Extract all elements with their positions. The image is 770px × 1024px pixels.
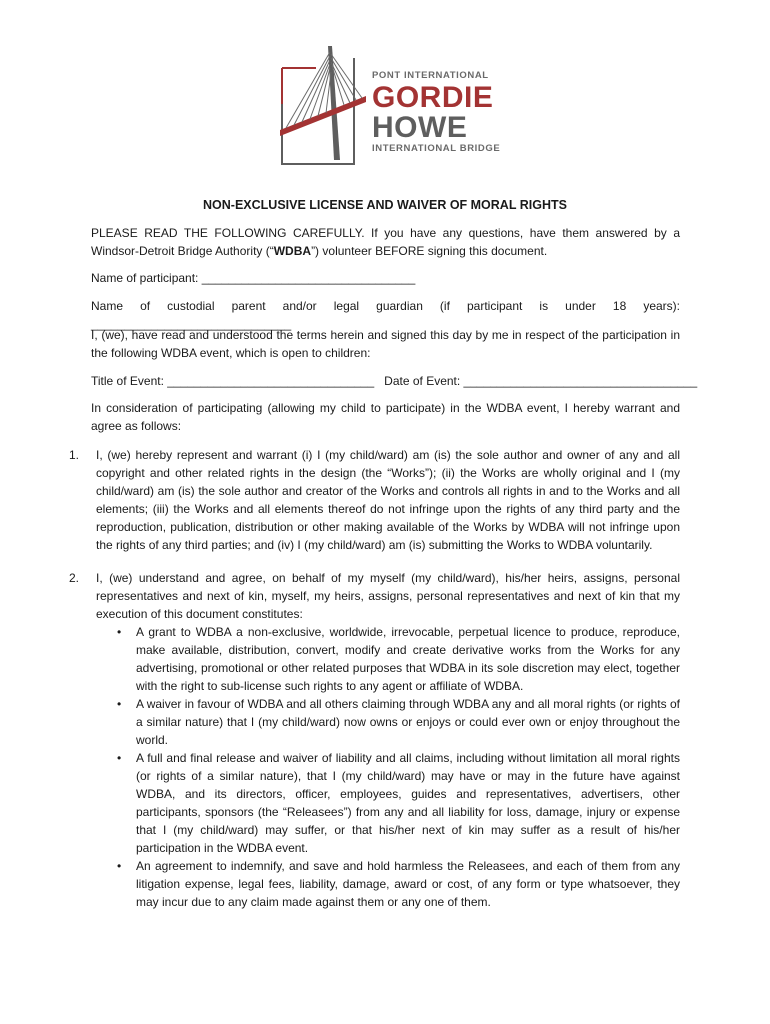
item-number: 2. xyxy=(69,571,80,585)
event-date-field[interactable]: Date of Event: ___________________________________ xyxy=(384,374,698,388)
document-title: NON-EXCLUSIVE LICENSE AND WAIVER OF MORAL RIGHTS xyxy=(203,198,567,212)
logo-line-howe: HOWE xyxy=(372,111,468,144)
bullet-text: An agreement to indemnify, and save and hold harmless the Releasees, and each of them from any litigation expense, legal fees, liability, damage, award or cost, of any form or type whatsoever, they may incur due to any claim made against them or any one of them. xyxy=(136,859,680,909)
intro-text-end: ”) volunteer BEFORE signing this document. xyxy=(311,244,548,258)
constitutes-bullet-list xyxy=(117,623,680,911)
participant-name-field[interactable]: Name of participant: ________________________________ xyxy=(91,271,416,285)
logo-line-bridge: INTERNATIONAL BRIDGE xyxy=(372,143,501,154)
intro-text-start: PLEASE READ THE FOLLOWING CAREFULLY. If you have any questions, have them answered by a Windsor-Detroit Bridge Authority (“ xyxy=(91,226,680,258)
bullet-icon: • xyxy=(117,625,122,639)
bullet-item xyxy=(117,623,680,695)
event-title-field[interactable]: Title of Event: _______________________________ xyxy=(91,374,375,388)
intro-bold-wdba: WDBA xyxy=(273,244,312,258)
bullet-item xyxy=(117,857,680,911)
bullet-item xyxy=(117,695,680,749)
logo-line-gordie: GORDIE xyxy=(372,81,494,114)
item-number: 1. xyxy=(69,448,80,462)
logo-line-pont: PONT INTERNATIONAL xyxy=(372,70,489,81)
bullet-item xyxy=(117,749,680,857)
item-text: I, (we) understand and agree, on behalf of my myself (my child/ward), his/her heirs, assigns, personal representatives and next of kin, myself, my heirs, assigns, personal representatives and next of kin that my execution of this document constitutes: xyxy=(96,571,680,621)
event-line xyxy=(91,372,698,390)
bridge-logo-icon xyxy=(276,44,372,174)
consideration-paragraph: In consideration of participating (allowing my child to participate) in the WDBA event, I hereby warrant and agree as follows: xyxy=(91,401,680,433)
intro-paragraph xyxy=(91,224,680,260)
bullet-text: A waiver in favour of WDBA and all others claiming through WDBA any and all moral rights (or rights of a similar nature) that I (my child/ward) now owns or enjoys or could ever own or enjoy throughout the world. xyxy=(136,697,680,747)
acknowledgement-paragraph: I, (we), have read and understood the terms herein and signed this day by me in respect of the participation in the following WDBA event, which is open to children: xyxy=(91,328,680,360)
bullet-icon: • xyxy=(117,751,122,765)
item-text: I, (we) hereby represent and warrant (i) I (my child/ward) am (is) the sole author and owner of any and all copyright and other related rights in the design (the “Works”); (ii) the Works are wholly original and I (my child/ward) am (is) the sole author and creator of the Works and controls all rights in and to the Works and all elements; (iii) the Works and all elements thereof do not infringe upon the rights of any third party and the reproduction, publication, distribution or other making available of the Works by WDBA will not infringe upon the rights of any third parties; and (iv) I (my child/ward) am (is) submitting the Works to WDBA voluntarily. xyxy=(96,448,680,552)
bullet-icon: • xyxy=(117,697,122,711)
bullet-icon: • xyxy=(117,859,122,873)
logo-wordmark xyxy=(372,70,500,155)
bullet-text: A grant to WDBA a non-exclusive, worldwide, irrevocable, perpetual licence to produce, reproduce, make available, distribution, convert, modify and create derivative works from the Works for any advertising, promotional or other related purposes that WDBA in its sole discretion may elect, together with the right to sub-license such rights to any agent or affiliate of WDBA. xyxy=(136,625,680,693)
guardian-name-field[interactable]: Name of custodial parent and/or legal guardian (if participant is under 18 years): ______________________________ xyxy=(91,299,680,331)
gordie-howe-logo xyxy=(276,44,506,174)
bullet-text: A full and final release and waiver of liability and all claims, including without limitation all moral rights (or rights of a similar nature), that I (my child/ward) may have or may in the future have against WDBA, and its directors, officer, employees, guides and representatives, advertisers, other participants, sponsors (the “Releasees”) from any and all liability for loss, damage, injury or expense that I (my child/ward) may suffer, or that his/her next of kin may suffer as a result of his/her participation in the WDBA event. xyxy=(136,751,680,855)
